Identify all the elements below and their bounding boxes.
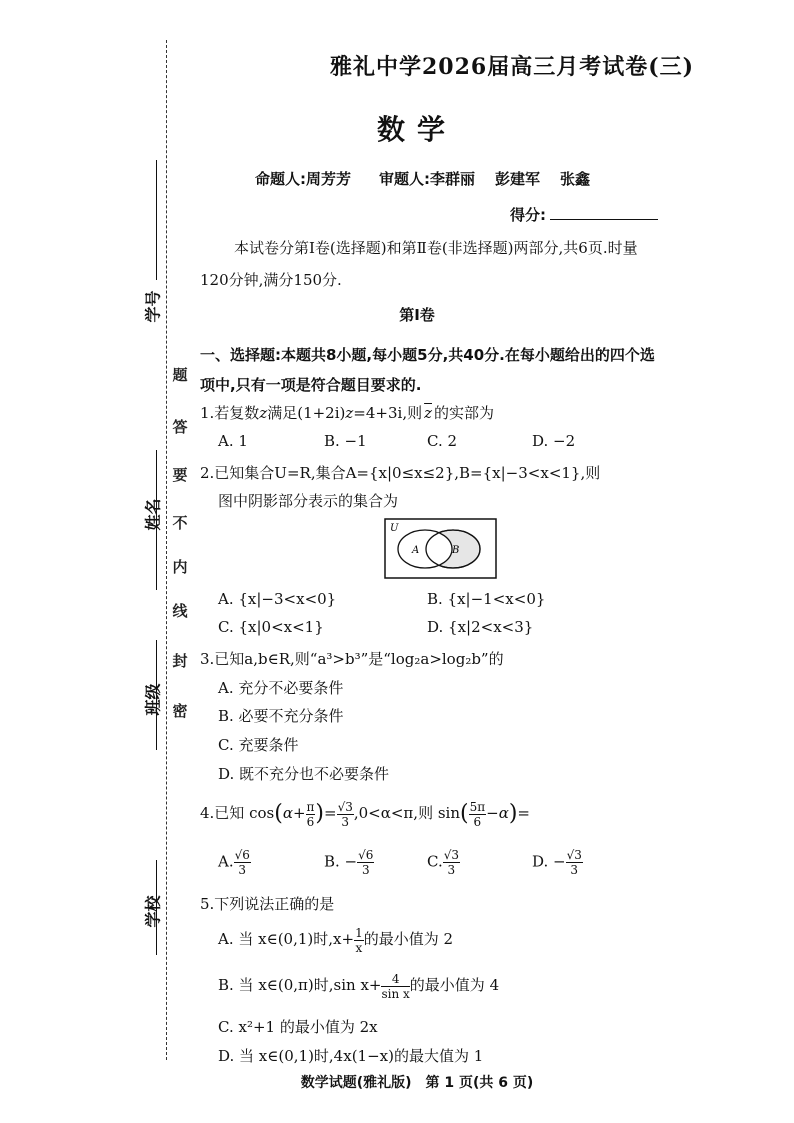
class-line bbox=[156, 640, 157, 750]
school-label: 学校 bbox=[143, 895, 163, 928]
setter: 命题人:周芳芳 bbox=[255, 170, 351, 188]
venn-label-b: B bbox=[452, 545, 460, 556]
question-2-stem: 2.已知集合U=R,集合A={x|0≤x≤2},B={x|−3<x<1},则 bbox=[200, 464, 601, 482]
q1-text: =4+3i,则 bbox=[353, 404, 423, 422]
q4-opt-label: A. bbox=[218, 852, 234, 871]
q4-option-c[interactable] bbox=[427, 848, 460, 877]
question-1-stem bbox=[200, 402, 494, 423]
q4-frac-num: √3 bbox=[566, 848, 582, 862]
seal-char: 不 bbox=[172, 514, 188, 532]
student-no-line bbox=[156, 160, 157, 280]
q1-var: z bbox=[259, 404, 268, 422]
q5-option-d[interactable]: D. 当 x∈(0,1)时,4x(1−x)的最大值为 1 bbox=[218, 1047, 484, 1065]
q4-frac-den: 3 bbox=[361, 863, 370, 877]
q4-frac-den: 6 bbox=[306, 814, 315, 829]
question-2-stem-cont: 图中阴影部分表示的集合为 bbox=[218, 492, 399, 510]
question-3-stem: 3.已知a,b∈R,则“a³>b³”是“log₂a>log₂b”的 bbox=[200, 650, 504, 668]
name-label: 姓名 bbox=[143, 498, 163, 531]
score-label: 得分: bbox=[510, 206, 546, 224]
q4-frac-num: 5π bbox=[469, 799, 486, 814]
q4-frac-den: 6 bbox=[473, 814, 482, 829]
q4-frac-den: 3 bbox=[447, 863, 456, 877]
q4-frac-den: 3 bbox=[570, 863, 579, 877]
seal-char: 要 bbox=[172, 466, 188, 484]
school-title: 雅礼中学2026届高三月考试卷(三) bbox=[330, 54, 695, 80]
q4-frac-den: 3 bbox=[238, 863, 247, 877]
venn-set-a bbox=[398, 530, 452, 568]
seal-char: 题 bbox=[172, 366, 188, 384]
q4-frac-den: 3 bbox=[341, 814, 350, 829]
q4-text: −α bbox=[486, 804, 509, 822]
reviewer-1: 审题人:李群丽 bbox=[379, 170, 475, 188]
question-4-stem: 4.已知 cos(α+ $\frac{\pi}{6}$ )= $\frac{√3}{3}$ ,0<α<π,则 sin( $\frac{5\pi}{6}$ −α)= bbox=[200, 799, 530, 829]
q3-option-c[interactable]: C. 充要条件 bbox=[218, 736, 299, 754]
q1-conj-var: $\overline{z}$ bbox=[424, 404, 432, 422]
q3-option-b[interactable]: B. 必要不充分条件 bbox=[218, 707, 344, 725]
q1-var: z bbox=[345, 404, 354, 422]
seal-dashed-line bbox=[166, 40, 167, 1060]
q4-frac-num: √3 bbox=[337, 799, 353, 814]
q4-frac-num: √6 bbox=[358, 848, 374, 862]
section-heading: 一、选择题:本题共8小题,每小题5分,共40分.在每小题给出的四个选项中,只有一项是符合题目要求的. bbox=[200, 346, 655, 394]
q1-text: 满足(1+2i) bbox=[267, 404, 346, 422]
name-line bbox=[156, 450, 157, 590]
subject-title: 数学 bbox=[376, 113, 457, 146]
q4-frac-num: √6 bbox=[234, 848, 250, 862]
venn-label-u: U bbox=[390, 523, 399, 534]
authors-line bbox=[255, 168, 600, 189]
score-field[interactable] bbox=[510, 204, 658, 225]
q3-option-d[interactable]: D. 既不充分也不必要条件 bbox=[218, 765, 390, 783]
class-label: 班级 bbox=[143, 683, 163, 716]
q4-frac-num: π bbox=[306, 799, 315, 814]
reviewer-3: 张鑫 bbox=[560, 170, 591, 188]
q5-text: 的最小值为 4 bbox=[409, 976, 500, 994]
q4-opt-label: B. − bbox=[324, 852, 358, 871]
q1-option-c[interactable]: C. 2 bbox=[427, 432, 458, 450]
reviewer-2: 彭建军 bbox=[495, 170, 541, 188]
q1-option-d[interactable]: D. −2 bbox=[532, 432, 576, 450]
q4-option-a[interactable] bbox=[218, 848, 251, 877]
q4-text: = bbox=[517, 804, 530, 822]
q2-option-a[interactable]: A. {x|−3<x<0} bbox=[218, 590, 337, 608]
q4-option-d[interactable] bbox=[532, 848, 583, 877]
q5-frac-num: 1 bbox=[355, 925, 363, 940]
q1-option-b[interactable]: B. −1 bbox=[324, 432, 367, 450]
q4-text: = bbox=[324, 804, 337, 822]
question-5-stem: 5.下列说法正确的是 bbox=[200, 895, 335, 913]
seal-char: 封 bbox=[172, 652, 188, 670]
q4-text: 4.已知 cos bbox=[200, 804, 275, 822]
q1-option-a[interactable]: A. 1 bbox=[218, 432, 248, 450]
q4-text: ,0<α<π,则 sin bbox=[353, 804, 460, 822]
seal-char: 线 bbox=[172, 602, 188, 620]
q5-option-c[interactable]: C. x²+1 的最小值为 2x bbox=[218, 1018, 378, 1036]
q2-option-b[interactable]: B. {x|−1<x<0} bbox=[427, 590, 546, 608]
seal-char: 内 bbox=[172, 558, 188, 576]
q4-frac-num: √3 bbox=[443, 848, 459, 862]
exam-intro: 本试卷分第Ⅰ卷(选择题)和第Ⅱ卷(非选择题)两部分,共6页.时量120分钟,满分150分. bbox=[200, 239, 638, 289]
q3-option-a[interactable]: A. 充分不必要条件 bbox=[218, 679, 344, 697]
q5-text: 的最小值为 2 bbox=[363, 930, 454, 948]
part-title: 第Ⅰ卷 bbox=[399, 306, 435, 324]
q5-option-a[interactable] bbox=[218, 924, 453, 955]
q5-frac-den: sin x bbox=[381, 986, 410, 1001]
q5-text: B. 当 x∈(0,π)时,sin x+ bbox=[218, 976, 382, 994]
page-footer: 数学试题(雅礼版) 第 1 页(共 6 页) bbox=[300, 1075, 534, 1091]
seal-char: 密 bbox=[172, 702, 188, 720]
q2-option-c[interactable]: C. {x|0<x<1} bbox=[218, 618, 324, 636]
venn-label-a: A bbox=[412, 545, 420, 556]
q4-opt-label: C. bbox=[427, 852, 443, 871]
q2-option-d[interactable]: D. {x|2<x<3} bbox=[427, 618, 534, 636]
q5-text: A. 当 x∈(0,1)时,x+ bbox=[218, 930, 355, 948]
school-line bbox=[156, 860, 157, 955]
q5-frac-den: x bbox=[355, 940, 363, 955]
q4-opt-label: D. − bbox=[532, 852, 566, 871]
q5-option-b[interactable] bbox=[218, 970, 499, 1001]
venn-diagram bbox=[384, 518, 497, 580]
score-blank[interactable] bbox=[550, 205, 658, 220]
seal-char: 答 bbox=[172, 418, 188, 436]
q4-text: α+ bbox=[282, 804, 306, 822]
q1-text: 的实部为 bbox=[434, 404, 495, 422]
q1-text: 1.若复数 bbox=[200, 404, 260, 422]
q4-option-b[interactable] bbox=[324, 848, 374, 877]
student-no-label: 学号 bbox=[143, 290, 163, 323]
q5-frac-num: 4 bbox=[381, 972, 409, 987]
